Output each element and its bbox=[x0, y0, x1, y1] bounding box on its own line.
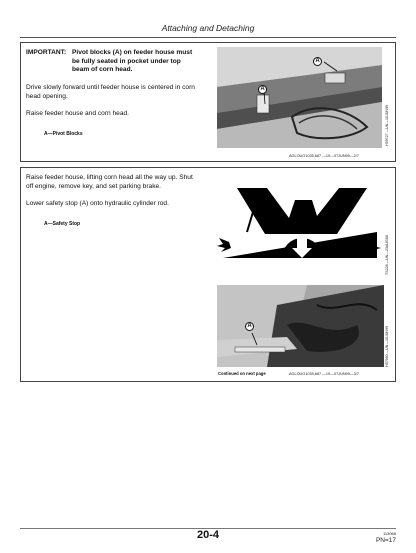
caption-safety-stop: A—Safety Stop bbox=[44, 221, 81, 227]
safety-symbol-figure bbox=[217, 188, 384, 275]
block1-para1-line-2: head opening. bbox=[26, 92, 68, 100]
pivot-blocks-photo bbox=[217, 47, 382, 148]
important-label: IMPORTANT: bbox=[26, 49, 67, 56]
page-number: 20-4 bbox=[196, 529, 220, 541]
important-line-3: beam of corn head. bbox=[72, 66, 133, 74]
block2-para1-line-1: Raise feeder house, lifting corn head all the way up. Shut bbox=[26, 174, 193, 181]
figure3-side-id: H57660 —UN—10JUN99 bbox=[385, 326, 389, 367]
callout-a-pivot-2: A bbox=[313, 57, 322, 66]
footer-code: 113068 bbox=[382, 531, 396, 536]
footer-pn: PN=17 bbox=[375, 537, 396, 544]
figure2-bottom-id: AGLOUO1035,687 —19—07JUN99—3/7 bbox=[289, 372, 359, 376]
block2-para2: Lower safety stop (A) onto hydraulic cylinder rod. bbox=[26, 200, 169, 207]
caption-pivot-blocks: A—Pivot Blocks bbox=[44, 131, 83, 137]
safety-stop-photo bbox=[217, 285, 384, 367]
figure1-bottom-id: AGLOUO1035,687 —19—07JUN99—2/7 bbox=[289, 154, 359, 158]
pivot-blocks-photo-art bbox=[217, 47, 382, 148]
block1-para1-line-1: Drive slowly forward until feeder house is centered in corn bbox=[26, 84, 195, 91]
section-title: Attaching and Detaching bbox=[161, 23, 255, 33]
figure2-side-id: TS228 —UN—23AUG88 bbox=[385, 235, 389, 275]
important-line-1: Pivot blocks (A) on feeder house must bbox=[72, 49, 193, 56]
important-line-2: be fully seated in pocket under top bbox=[72, 57, 181, 65]
crush-hazard-icon bbox=[217, 188, 384, 275]
header-rule bbox=[20, 37, 396, 38]
block2-para1-line-2: off engine, remove key, and set parking brake. bbox=[26, 182, 162, 190]
continued-note: Continued on next page bbox=[218, 371, 266, 376]
callout-a-pivot: A bbox=[258, 85, 267, 94]
block1-para2: Raise feeder house and corn head. bbox=[26, 110, 130, 117]
callout-a-safety-stop: A bbox=[245, 322, 254, 331]
figure1-side-id: H59727 —UN—10JUN99 bbox=[385, 105, 389, 146]
safety-stop-photo-art bbox=[217, 285, 384, 367]
